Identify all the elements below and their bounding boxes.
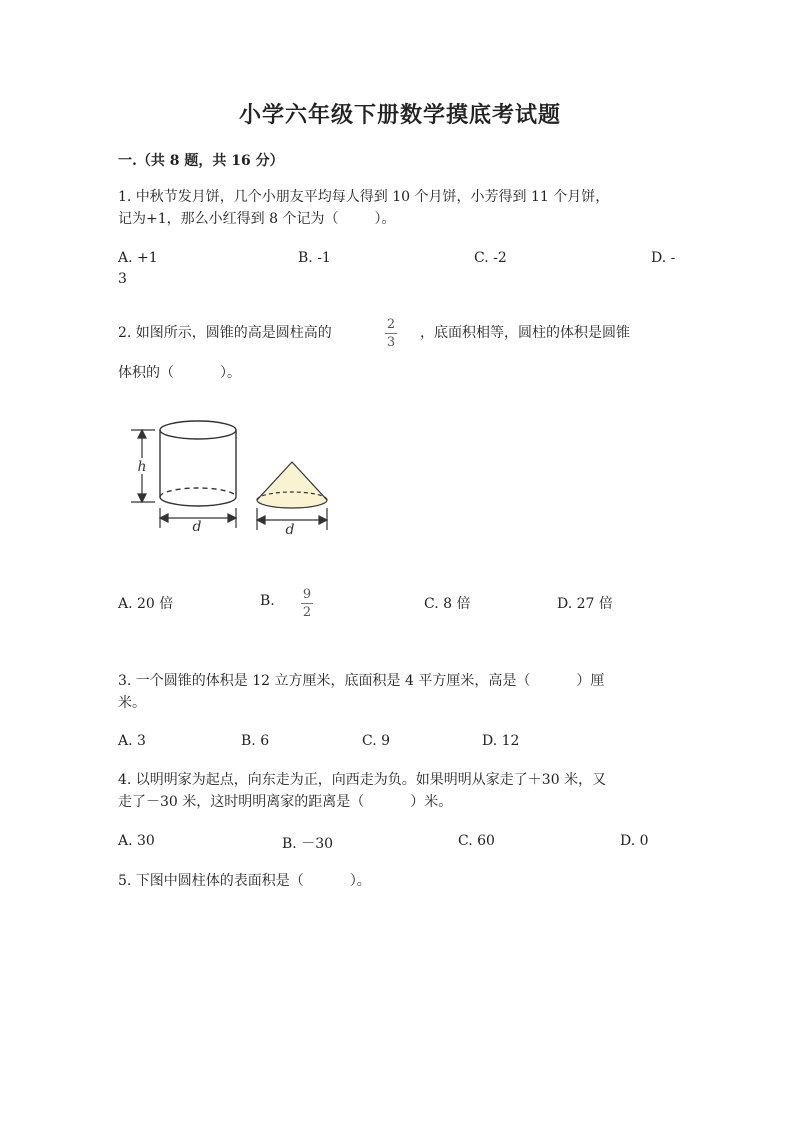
question-4-line-1: 4. 以明明家为起点，向东走为正，向西走为负。如果明明从家走了＋30 米，又 (118, 772, 607, 788)
q4-option-c[interactable]: C. 60 (458, 833, 495, 849)
question-3-line-2: 米。 (118, 695, 146, 711)
question-2-line-1-end: ，底面积相等，圆柱的体积是圆锥 (420, 325, 630, 341)
fraction-denominator: 2 (302, 605, 312, 620)
question-4 (118, 769, 606, 813)
q2-option-c[interactable]: C. 8 倍 (424, 596, 471, 612)
q3-option-c[interactable]: C. 9 (362, 733, 391, 749)
fraction-denominator: 3 (386, 335, 396, 350)
height-label: h (137, 459, 147, 475)
question-1-line-1: 1. 中秋节发月饼，几个小朋友平均每人得到 10 个月饼，小芳得到 11 个月饼， (118, 189, 610, 205)
q2-option-b[interactable]: B. (260, 593, 275, 609)
cone-shape (257, 462, 327, 508)
cylinder-shape (160, 421, 236, 506)
question-3-line-1: 3. 一个圆锥的体积是 12 立方厘米，底面积是 4 平方厘米，高是（ ）厘 (118, 673, 605, 689)
q2-fraction (385, 317, 397, 350)
q3-option-d[interactable]: D. 12 (482, 733, 520, 749)
cylinder-cone-figure (125, 410, 340, 540)
q2-option-d[interactable]: D. 27 倍 (557, 596, 613, 612)
question-4-line-2: 走了－30 米，这时明明离家的距离是（ ）米。 (118, 794, 453, 810)
q4-option-b[interactable]: B. －30 (282, 836, 334, 852)
question-2-line-1-start: 2. 如图所示，圆锥的高是圆柱高的 (118, 325, 332, 341)
question-2-line-2: 体积的（ ）。 (118, 365, 241, 381)
q1-option-b[interactable]: B. -1 (298, 250, 331, 266)
q4-option-d[interactable]: D. 0 (620, 833, 649, 849)
question-1 (118, 186, 609, 230)
q3-option-a[interactable]: A. 3 (118, 733, 146, 749)
fraction-numerator: 2 (386, 317, 396, 332)
page-title: 小学六年级下册数学摸底考试题 (238, 102, 561, 128)
cone-diameter-label: d (285, 522, 295, 538)
q1-option-d[interactable]: D. - (651, 250, 676, 266)
q4-option-a[interactable]: A. 30 (118, 833, 155, 849)
q3-option-b[interactable]: B. 6 (241, 733, 270, 749)
question-3 (118, 670, 604, 714)
fraction-numerator: 9 (302, 587, 312, 602)
q1-option-d-wrap: 3 (118, 271, 127, 287)
q2-option-a[interactable]: A. 20 倍 (118, 596, 174, 612)
q1-option-c[interactable]: C. -2 (474, 250, 507, 266)
q2-option-b-fraction (301, 587, 313, 620)
question-5-line-1: 5. 下图中圆柱体的表面积是（ ）。 (118, 873, 371, 889)
cylinder-diameter-label: d (192, 519, 202, 535)
question-1-line-2: 记为+1，那么小红得到 8 个记为（ ）。 (118, 211, 396, 227)
section-heading: 一.（共 8 题，共 16 分） (118, 153, 284, 169)
q1-option-a[interactable]: A. +1 (118, 250, 158, 266)
